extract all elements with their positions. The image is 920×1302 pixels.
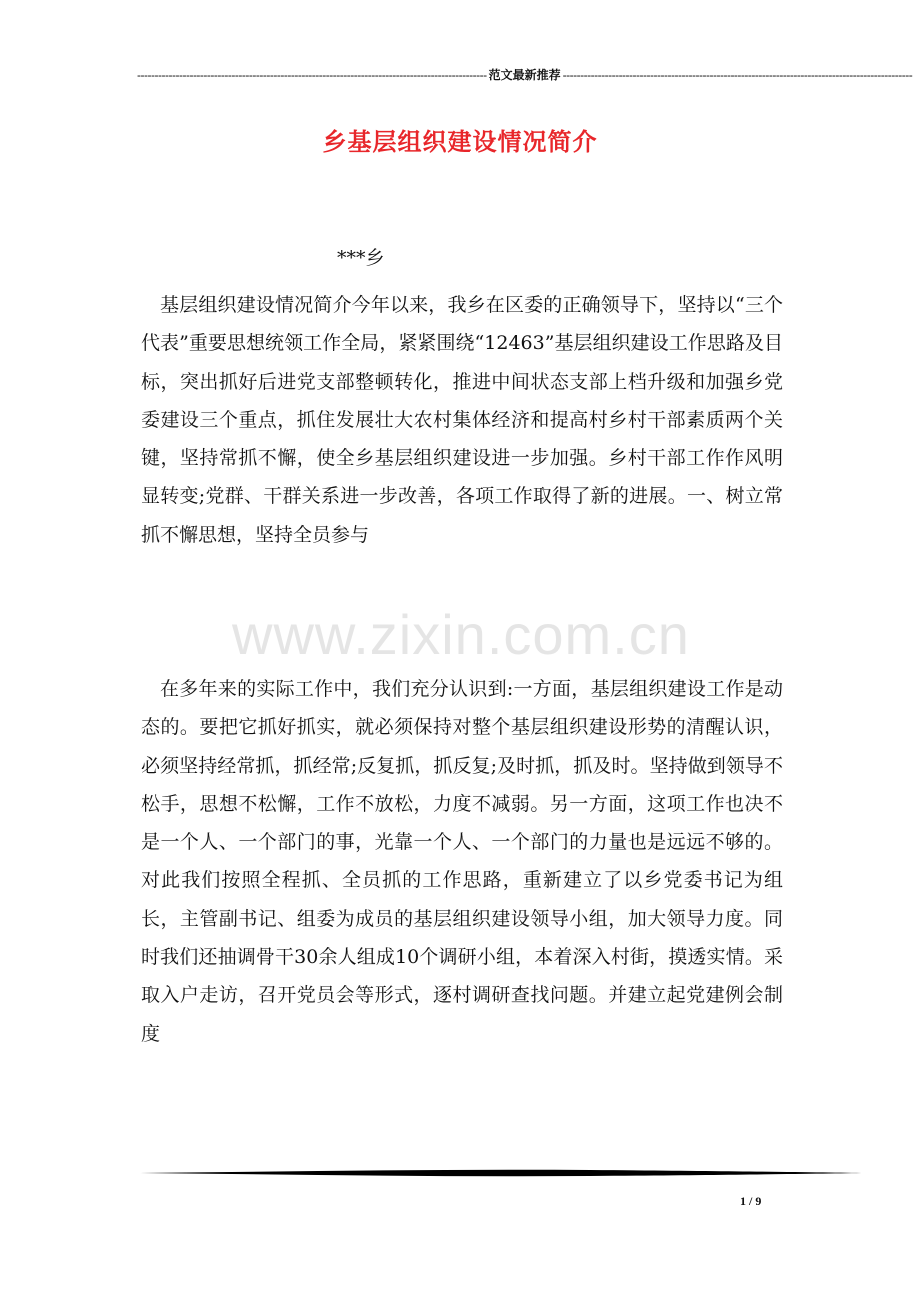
body-paragraph: 在多年来的实际工作中，我们充分认识到:一方面，基层组织建设工作是动态的。要把它抓好抓实，就必须保持对整个基层组织建设形势的清醒认识，必须坚持经常抓，抓经常;反复抓，抓反复;及时抓，抓及时。坚持做到领导不松手，思想不松懈，工作不放松，力度不减弱。另一方面，这项工作也决不是一个人、一个部门的事，光靠一个人、一个部门的力量也是远远不够的。对此我们按照全程抓、全员抓的工作思路，重新建立了以乡党委书记为组长，主管副书记、组委为成员的基层组织建设领导小组，加大领导力度。同时我们还抽调骨干30余人组成10个调研小组，本着深入村街，摸透实情。采取入户走访，召开党员会等形式，逐村调研查找问题。并建立起党建例会制度 — [141, 678, 783, 1045]
document-title: 乡基层组织建设情况简介 — [322, 127, 598, 156]
header-label: 范文最新推荐 — [488, 68, 561, 82]
header-dash-right: ---------------------------------------------------------------------------------------------------- — [562, 67, 913, 82]
page-header — [137, 66, 913, 83]
body-paragraph: 基层组织建设情况简介今年以来，我乡在区委的正确领导下，坚持以“三个代表”重要思想统领工作全局，紧紧围绕“12463”基层组织建设工作思路及目标，突出抓好后进党支部整顿转化，推进中间状态支部上档升级和加强乡党委建设三个重点，抓住发展壮大农村集体经济和提高村乡村干部素质两个关键，坚持常抓不懈，使全乡基层组织建设进一步加强。乡村干部工作作风明显转变;党群、干群关系进一步改善，各项工作取得了新的进展。一、树立常抓不懈思想，坚持全员参与 — [141, 294, 783, 546]
document-author: ***乡 — [337, 247, 385, 269]
watermark: www.zixin.com.cn — [232, 603, 690, 666]
header-dash-left: ---------------------------------------------------------------------------------------------------- — [137, 67, 487, 82]
page-number: 1 / 9 — [740, 1194, 762, 1208]
footer-rule — [140, 1164, 866, 1182]
